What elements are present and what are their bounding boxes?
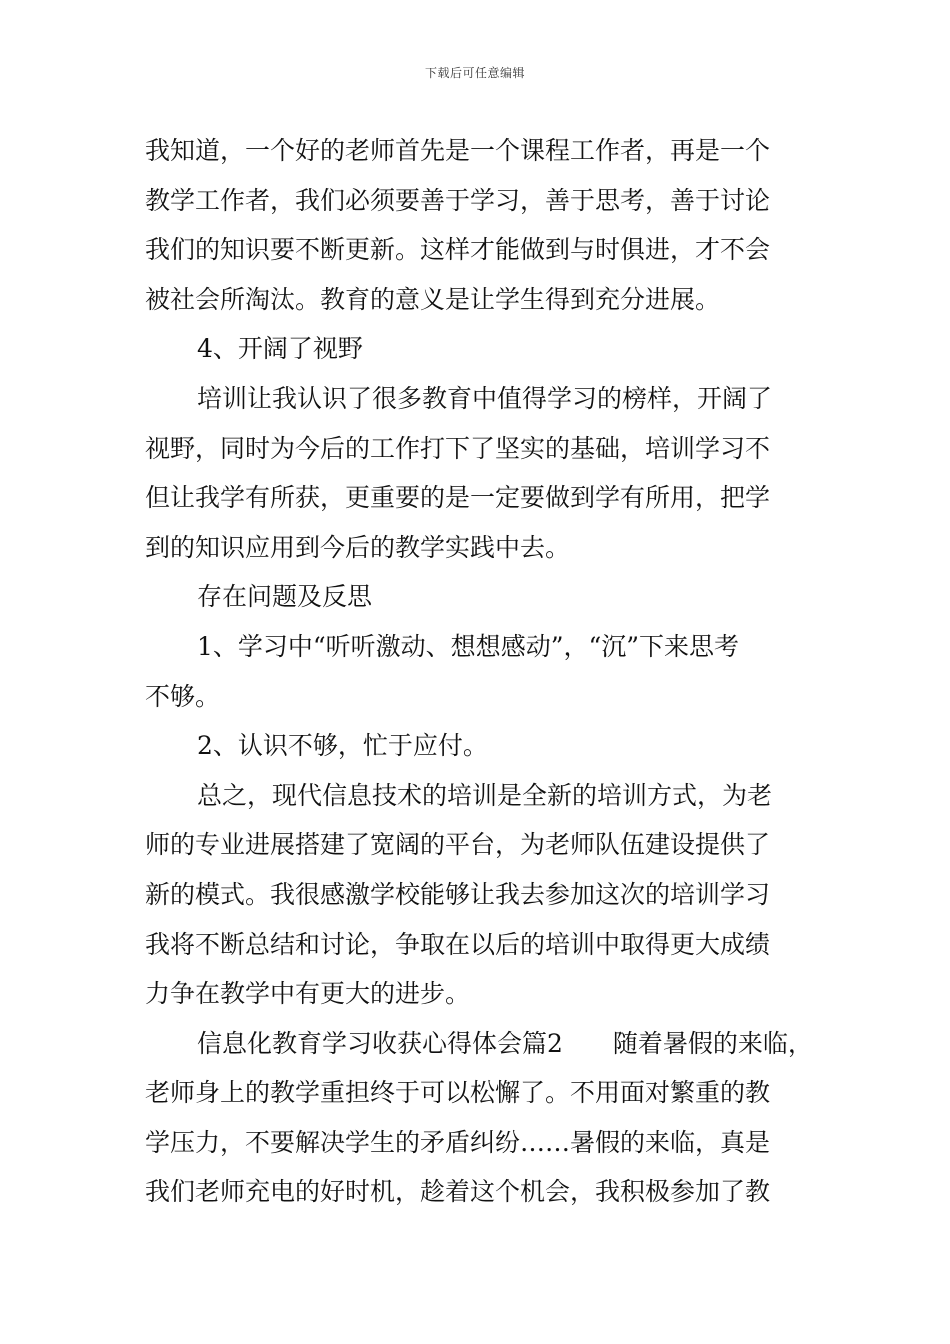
text-line: 2、认识不够，忙于应付。 [197, 731, 488, 761]
text-line: 被社会所淘汰。教育的意义是让学生得到充分进展。 [145, 284, 721, 314]
section-heading: 4、开阔了视野 [197, 334, 363, 364]
text-line: 我将不断总结和讨论，争取在以后的培训中取得更大成绩 [145, 929, 771, 959]
text-line: 我知道，一个好的老师首先是一个课程工作者，再是一个 [145, 136, 771, 165]
text-line: 总之，现代信息技术的培训是全新的培训方式，为老 [197, 780, 773, 810]
text-line: 1、学习中“听听激动、想想感动”，“沉”下来思考 [197, 631, 740, 661]
text-line: 老师身上的教学重担终于可以松懈了。不用面对繁重的教 [145, 1078, 771, 1108]
text-line: 但让我学有所获，更重要的是一定要做到学有所用，把学 [145, 483, 771, 513]
text-line: 不够。 [145, 681, 221, 711]
text-line: 到的知识应用到今后的教学实践中去。 [145, 532, 571, 562]
text-line: 我们老师充电的好时机，趁着这个机会，我积极参加了教 [145, 1177, 771, 1207]
section-heading: 存在问题及反思 [197, 582, 373, 612]
text-line: 学压力，不要解决学生的矛盾纠纷……暑假的来临，真是 [145, 1127, 771, 1157]
text-line: 教学工作者，我们必须要善于学习，善于思考，善于讨论 [145, 185, 771, 215]
text-line: 我们的知识要不断更新。这样才能做到与时俱进，才不会 [145, 235, 771, 265]
section-heading: 信息化教育学习收获心得体会篇2 随着暑假的来临， [197, 1028, 813, 1058]
text-line: 力争在教学中有更大的进步。 [145, 979, 471, 1009]
text-line: 培训让我认识了很多教育中值得学习的榜样，开阔了 [197, 383, 773, 413]
text-line: 视野，同时为今后的工作打下了坚实的基础，培训学习不 [145, 433, 771, 463]
document-body [145, 126, 813, 1217]
text-line: 师的专业进展搭建了宽阔的平台，为老师队伍建设提供了 [145, 830, 771, 860]
page-header: 下载后可任意编辑 [424, 66, 525, 80]
text-line: 新的模式。我很感激学校能够让我去参加这次的培训学习 [145, 879, 771, 909]
